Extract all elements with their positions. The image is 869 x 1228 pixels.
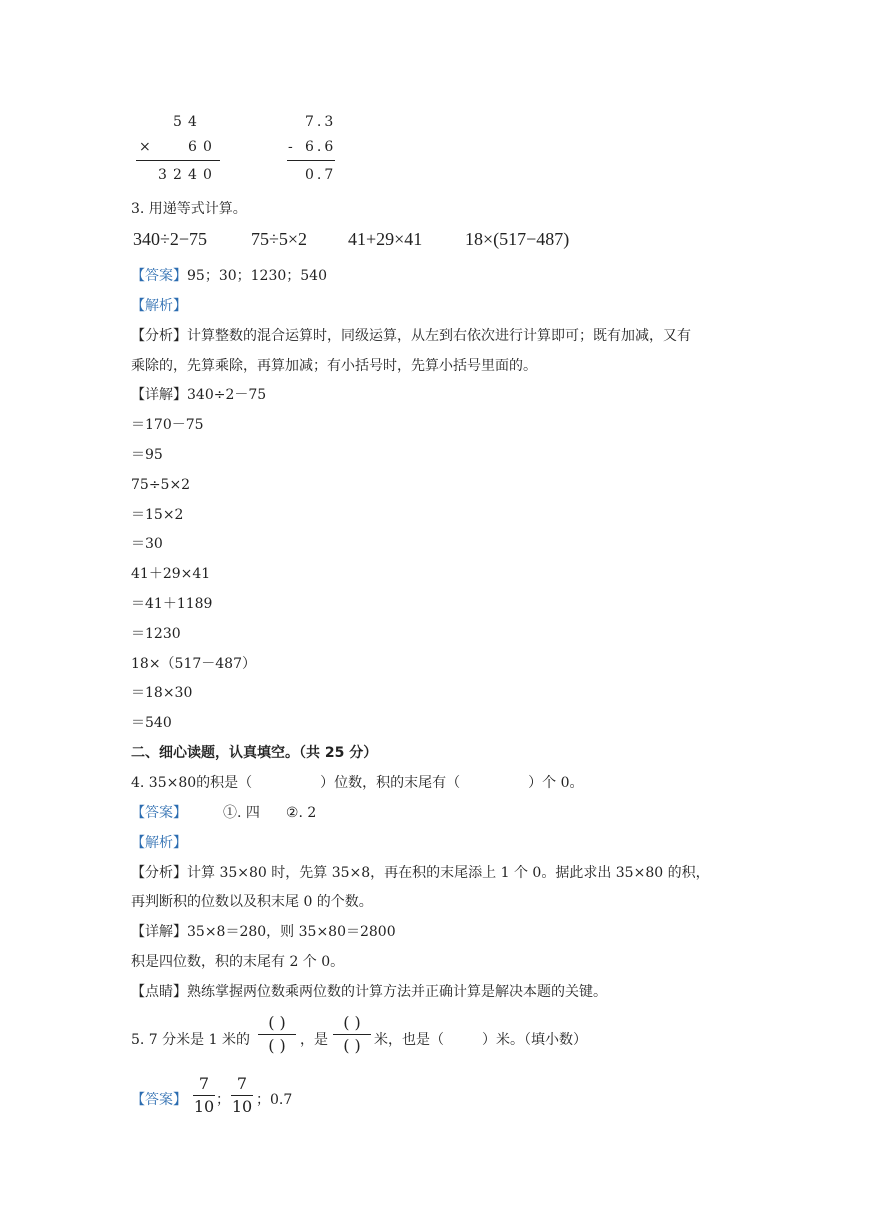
q5-answer-tag: 【答案】 [131, 1092, 187, 1108]
q3-step: ＝30 [131, 536, 163, 552]
q5-stem-a: 5. 7 分米是 1 米的 [131, 1032, 250, 1048]
sub-result: 0.7 [305, 167, 337, 183]
expr-2: 75÷5×2 [251, 229, 308, 249]
q3-fenxi-2: 乘除的，先算乘除，再算加减；有小括号时，先算小括号里面的。 [131, 358, 537, 374]
expr-1: 340÷2−75 [133, 229, 208, 249]
q5-stem-c: 米，也是（ [374, 1032, 444, 1048]
q5-answer-fraction-2: 7 10 [231, 1074, 253, 1116]
answer-text: 95；30；1230；540 [187, 268, 327, 284]
sub-rule [287, 160, 335, 161]
q5-answer-tail: ；0.7 [256, 1092, 293, 1108]
q3-analysis-tag: 【解析】 [131, 298, 187, 314]
sub-bottom: 6.6 [305, 139, 337, 155]
mult-result: 3 2 4 0 [158, 167, 212, 183]
q4-answer: 【答案】 ①. 四 ②. 2 [131, 805, 317, 821]
dianjing-tag: 【点睛】 [131, 984, 187, 1000]
q5-answer-sep: ； [216, 1092, 230, 1108]
q4-analysis-tag: 【解析】 [131, 835, 187, 851]
expr-3: 41+29×41 [348, 229, 423, 249]
mult-bottom: 6 0 [188, 139, 212, 155]
mult-operator: × [139, 139, 151, 155]
q4-fenxi-2: 再判断积的位数以及积末尾 0 的个数。 [131, 894, 373, 910]
fenxi-tag: 【分析】 [131, 328, 187, 344]
sub-operator: - [288, 139, 293, 155]
q3-step: 75÷5×2 [131, 477, 191, 493]
q5-stem-b: ，是 [300, 1032, 328, 1048]
q4-detail-2: 积是四位数，积的末尾有 2 个 0。 [131, 954, 345, 970]
q3-step: ＝18×30 [131, 685, 193, 701]
q3-answer [131, 267, 327, 285]
expr-4: 18×(517−487) [465, 229, 570, 249]
sub-top: 7.3 [305, 114, 337, 130]
mult-top: 5 4 [173, 114, 197, 130]
fenxi-tag: 【分析】 [131, 865, 187, 881]
detail-tag: 【详解】 [131, 924, 187, 940]
q3-step: ＝41＋1189 [131, 596, 213, 612]
q3-step: 41＋29×41 [131, 566, 211, 582]
detail-tag: 【详解】 [131, 387, 187, 403]
q3-fenxi-1: 【分析】计算整数的混合运算时，同级运算，从左到右依次进行计算即可；既有加减，又有 [131, 328, 691, 344]
q5-answer-fraction-1: 7 10 [193, 1074, 215, 1116]
q5-blank-fraction-1: ( ) ( ) [258, 1013, 296, 1056]
q3-step: ＝170－75 [131, 417, 204, 433]
q3-step: ＝1230 [131, 626, 181, 642]
q5-blank-fraction-2: ( ) ( ) [333, 1013, 371, 1056]
q3-title: 3. 用递等式计算。 [131, 201, 247, 217]
q3-detail: 【详解】340÷2－75 [131, 387, 267, 403]
q3-step: 18×（517－487） [131, 656, 256, 672]
q4-stem: 4. 35×80的积是（ ）位数，积的末尾有（ ）个 0。 [131, 775, 584, 791]
q4-dianjing: 【点睛】熟练掌握两位数乘两位数的计算方法并正确计算是解决本题的关键。 [131, 984, 607, 1000]
q4-detail-1: 【详解】35×8＝280，则 35×80＝2800 [131, 924, 396, 940]
answer-tag: 【答案】 [131, 805, 187, 821]
q5-stem-d: ）米。（填小数） [482, 1032, 587, 1048]
q3-step: ＝95 [131, 447, 163, 463]
q4-fenxi-1: 【分析】计算 35×80 时，先算 35×8，再在积的末尾添上 1 个 0。据此求出 35×80 的积， [131, 865, 710, 881]
mult-rule [136, 160, 220, 161]
section-title: 二、细心读题，认真填空。（共 25 分） [131, 745, 378, 761]
answer-tag: 【答案】 [131, 268, 187, 284]
q3-step: ＝540 [131, 715, 172, 731]
q3-step: ＝15×2 [131, 507, 184, 523]
